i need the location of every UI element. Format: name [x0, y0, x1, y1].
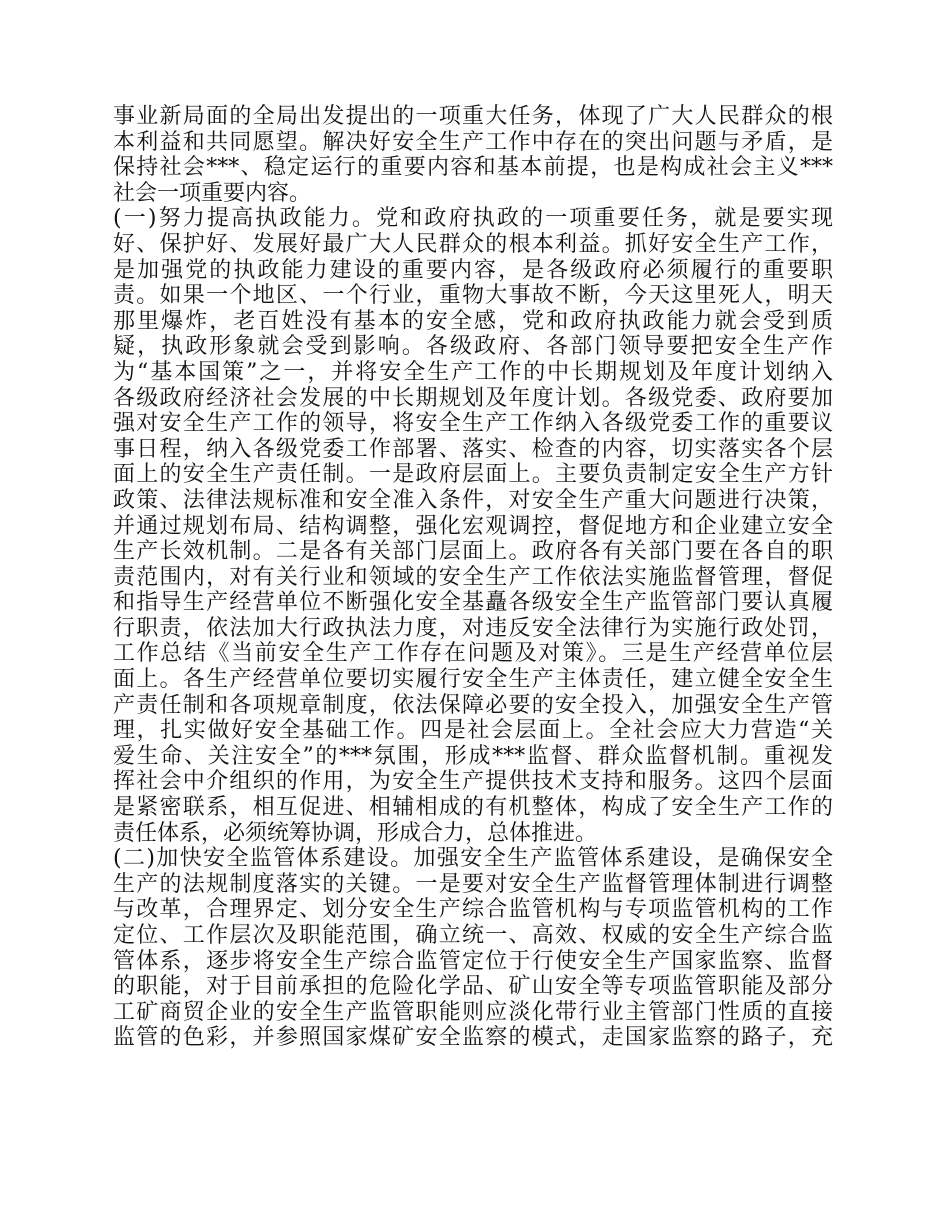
- text-line: 面上。各生产经营单位要切实履行安全生产主体责任，建立健全安全生: [113, 667, 833, 693]
- document-body: [113, 104, 833, 1051]
- text-line: 是加强党的执政能力建设的重要内容，是各级政府必须履行的重要职: [113, 257, 833, 283]
- text-line: 社会一项重要内容。: [113, 180, 312, 206]
- text-line: 好、保护好、发展好最广大人民群众的根本利益。抓好安全生产工作，: [113, 231, 833, 257]
- text-line: 并通过规划布局、结构调整，强化宏观调控，督促地方和企业建立安全: [113, 513, 833, 539]
- text-line: 工矿商贸企业的安全生产监管职能则应淡化带行业主管部门性质的直接: [113, 999, 833, 1025]
- text-line: (一)努力提高执政能力。党和政府执政的一项重要任务，就是要实现: [113, 206, 833, 232]
- text-line: 工作总结《当前安全生产工作存在问题及对策》。三是生产经营单位层: [113, 641, 833, 667]
- text-line: 生产的法规制度落实的关键。一是要对安全生产监督管理体制进行调整: [113, 871, 833, 897]
- text-line: 各级政府经济社会发展的中长期规划及年度计划。各级党委、政府要加: [113, 385, 833, 411]
- text-line: 监管的色彩，并参照国家煤矿安全监察的模式，走国家监察的路子，充: [113, 1025, 833, 1051]
- text-line: 挥社会中介组织的作用，为安全生产提供技术支持和服务。这四个层面: [113, 769, 833, 795]
- text-line: 责范围内，对有关行业和领域的安全生产工作依法实施监督管理，督促: [113, 564, 833, 590]
- text-line: (二)加快安全监管体系建设。加强安全生产监管体系建设，是确保安全: [113, 846, 833, 872]
- text-line: 和指导生产经营单位不断强化安全基矗各级安全生产监管部门要认真履: [113, 590, 833, 616]
- text-line: 责。如果一个地区、一个行业，重物大事故不断，今天这里死人，明天: [113, 283, 833, 309]
- text-line: 保持社会***、稳定运行的重要内容和基本前提，也是构成社会主义***: [113, 155, 833, 181]
- text-line: 生产长效机制。二是各有关部门层面上。政府各有关部门要在各自的职: [113, 539, 833, 565]
- text-line: 行职责，依法加大行政执法力度，对违反安全法律行为实施行政处罚，: [113, 615, 833, 641]
- text-line: 理，扎实做好安全基础工作。四是社会层面上。全社会应大力营造“关: [113, 718, 833, 744]
- text-line: 疑，执政形象就会受到影响。各级政府、各部门领导要把安全生产作: [113, 334, 833, 360]
- text-line: 强对安全生产工作的领导，将安全生产工作纳入各级党委工作的重要议: [113, 411, 833, 437]
- text-line: 管体系，逐步将安全生产综合监管定位于行使安全生产国家监察、监督: [113, 948, 833, 974]
- text-line: 那里爆炸，老百姓没有基本的安全感，党和政府执政能力就会受到质: [113, 308, 833, 334]
- text-line: 定位、工作层次及职能范围，确立统一、高效、权威的安全生产综合监: [113, 923, 833, 948]
- text-line: 的职能，对于目前承担的危险化学品、矿山安全等专项监管职能及部分: [113, 974, 833, 1000]
- text-line: 事日程，纳入各级党委工作部署、落实、检查的内容，切实落实各个层: [113, 436, 833, 462]
- text-line: 面上的安全生产责任制。一是政府层面上。主要负责制定安全生产方针: [113, 462, 833, 488]
- text-line: 与改革，合理界定、划分安全生产综合监管机构与专项监管机构的工作: [113, 897, 833, 923]
- text-line: 事业新局面的全局出发提出的一项重大任务，体现了广大人民群众的根: [113, 104, 833, 129]
- text-line: 政策、法律法规标准和安全准入条件，对安全生产重大问题进行决策，: [113, 487, 833, 513]
- text-line: 本利益和共同愿望。解决好安全生产工作中存在的突出问题与矛盾，是: [113, 129, 833, 155]
- text-line: 产责任制和各项规章制度，依法保障必要的安全投入，加强安全生产管: [113, 692, 833, 718]
- text-line: 责任体系，必须统筹协调，形成合力，总体推进。: [113, 820, 598, 846]
- text-line: 爱生命、关注安全”的***氛围，形成***监督、群众监督机制。重视发: [113, 743, 833, 769]
- text-line: 为“基本国策”之一，并将安全生产工作的中长期规划及年度计划纳入: [113, 359, 833, 385]
- text-line: 是紧密联系，相互促进、相辅相成的有机整体，构成了安全生产工作的: [113, 795, 833, 821]
